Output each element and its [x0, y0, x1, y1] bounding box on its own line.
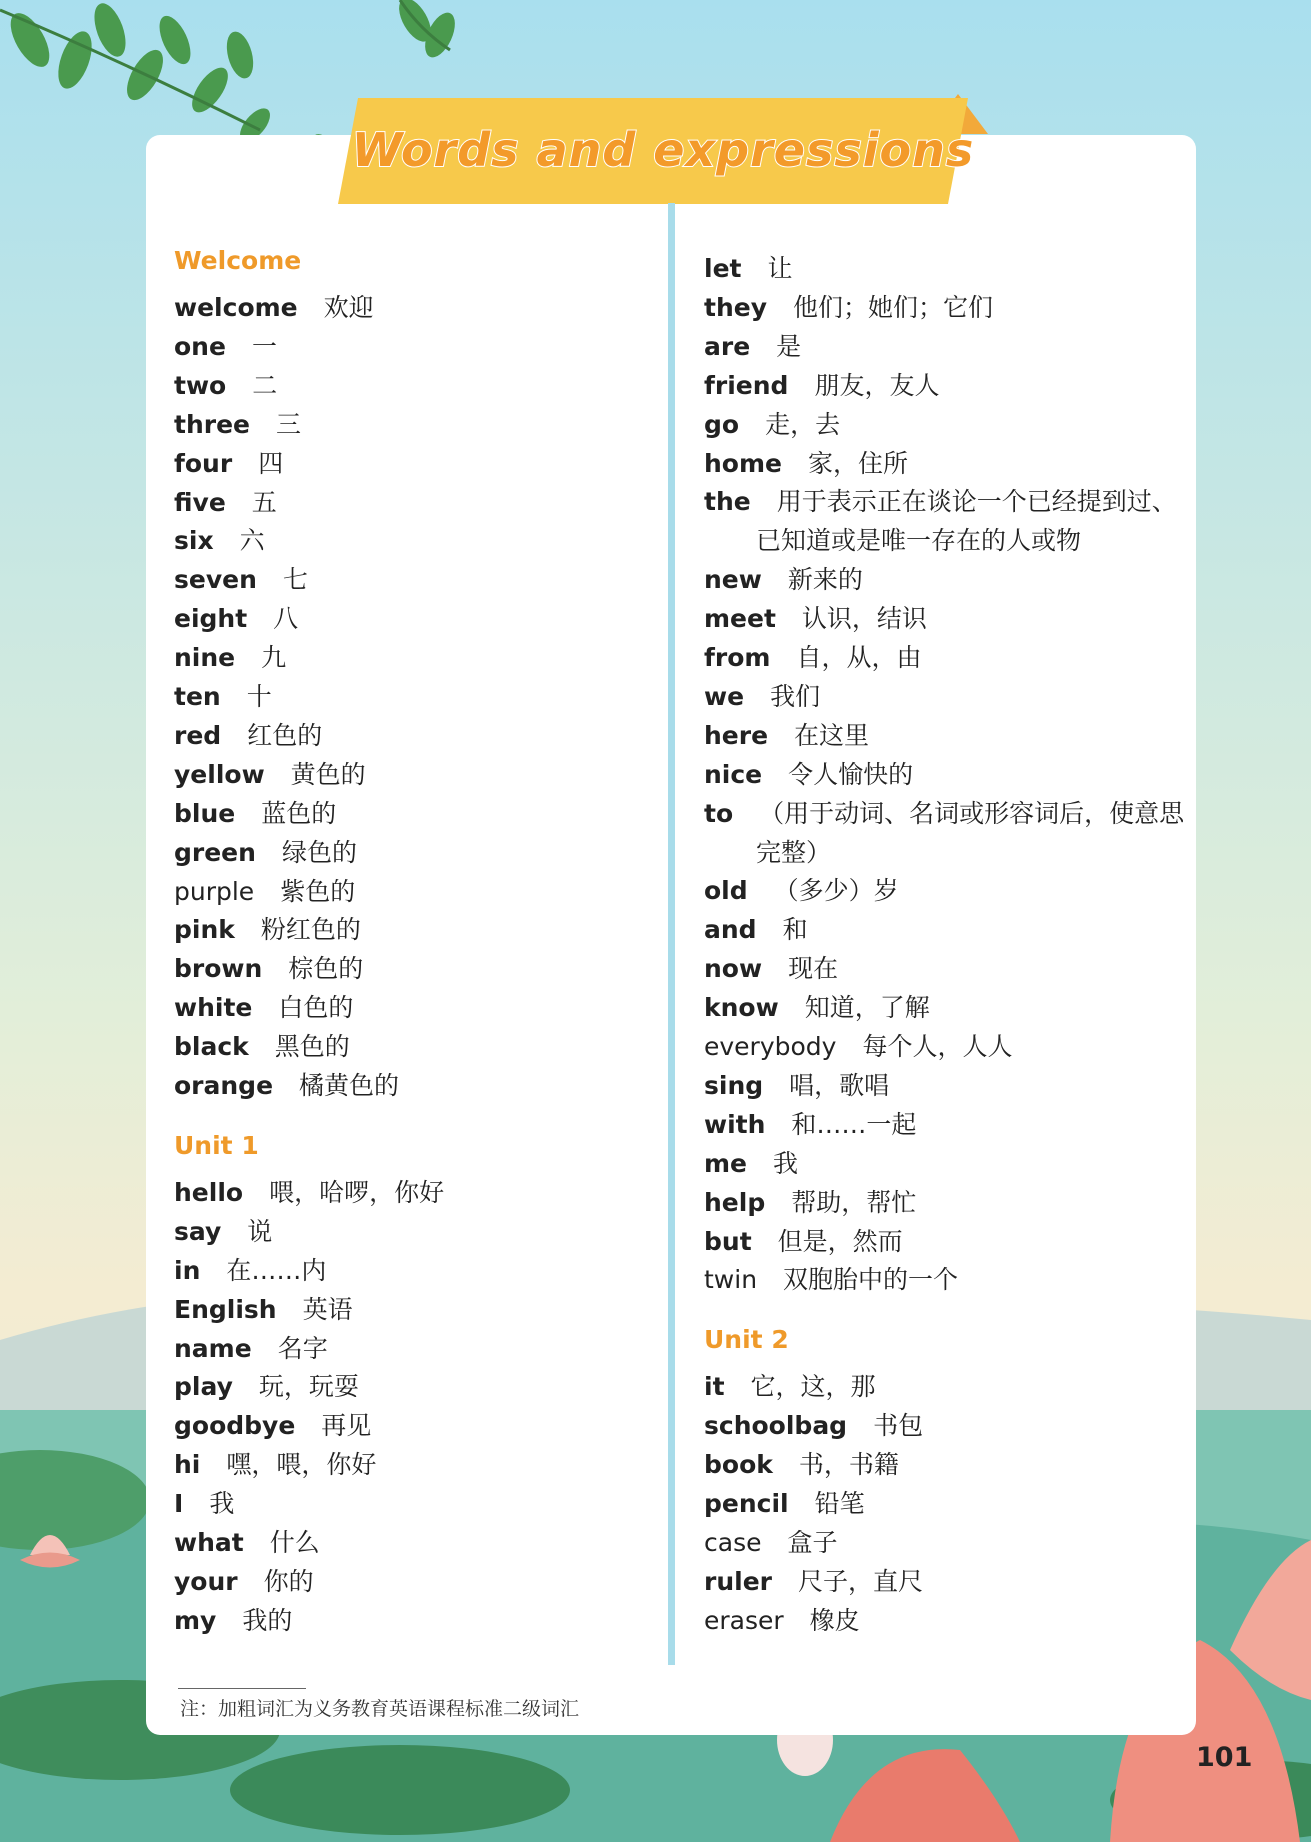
vocab-word: six — [174, 526, 214, 556]
vocab-entry — [174, 288, 374, 327]
vocab-word: twin — [704, 1265, 758, 1295]
vocab-word: eraser — [704, 1605, 784, 1635]
vocab-entry — [704, 1445, 899, 1484]
vocab-meaning: 紫色的 — [280, 876, 356, 906]
vocab-entry — [174, 1329, 328, 1368]
vocab-meaning: 我 — [209, 1489, 235, 1519]
vocab-word: me — [704, 1148, 748, 1178]
vocab-word: sing — [704, 1070, 764, 1100]
vocab-meaning: 走，去 — [765, 409, 841, 439]
vocab-entry — [704, 1601, 860, 1640]
vocab-meaning: 是 — [776, 331, 802, 361]
vocab-entry — [704, 249, 793, 288]
vocab-word: know — [704, 993, 779, 1023]
vocab-word: pencil — [704, 1489, 789, 1518]
vocab-meaning: 但是，然而 — [777, 1226, 903, 1256]
vocab-word: in — [174, 1255, 201, 1285]
vocab-word: blue — [174, 798, 236, 828]
vocab-entry — [704, 1105, 916, 1144]
page-number: 101 — [1196, 1742, 1253, 1773]
vocab-word: but — [704, 1226, 752, 1256]
vocab-word: white — [174, 993, 253, 1023]
vocab-entry — [704, 1144, 798, 1183]
vocab-meaning: 六 — [239, 526, 265, 556]
vocab-word: book — [704, 1450, 773, 1480]
vocab-meaning-continued: 完整） — [756, 837, 832, 867]
vocab-meaning-continued: 已知道或是唯一存在的人或物 — [756, 526, 1082, 556]
vocab-word: help — [704, 1187, 766, 1217]
vocab-word: new — [704, 565, 762, 595]
vocab-meaning: 自，从，由 — [796, 643, 922, 672]
vocab-entry — [704, 482, 1177, 521]
vocab-meaning: 八 — [273, 604, 299, 634]
vocab-meaning: 我的 — [242, 1605, 293, 1635]
vocab-meaning: 九 — [261, 643, 287, 673]
vocab-meaning: 令人愉快的 — [788, 759, 914, 789]
vocab-entry — [174, 1212, 272, 1251]
vocab-meaning: 你的 — [263, 1566, 314, 1596]
vocab-word: eight — [174, 604, 248, 634]
vocab-word: they — [704, 292, 768, 322]
vocab-meaning: 知道，了解 — [804, 993, 930, 1023]
vocab-word: case — [704, 1527, 762, 1557]
vocab-entry — [704, 716, 869, 755]
vocab-meaning: 再见 — [321, 1411, 372, 1441]
vocab-word: hi — [174, 1450, 201, 1480]
vocab-word: two — [174, 370, 227, 400]
vocab-word: meet — [704, 604, 776, 634]
vocab-entry — [704, 794, 1184, 833]
vocab-entry — [174, 910, 361, 949]
vocab-word: from — [704, 643, 771, 672]
vocab-meaning: 盒子 — [787, 1527, 838, 1557]
vocab-meaning: 名字 — [277, 1333, 328, 1363]
vocab-entry — [704, 1484, 865, 1523]
vocab-meaning: 三 — [276, 409, 302, 439]
vocab-meaning: 英语 — [302, 1294, 353, 1324]
vocab-entry — [174, 1562, 314, 1601]
vocab-entry — [174, 1484, 234, 1523]
vocab-entry — [704, 677, 820, 716]
vocab-entry — [704, 755, 913, 794]
vocab-meaning: 蓝色的 — [261, 798, 337, 828]
vocab-entry — [174, 366, 277, 405]
vocab-word: with — [704, 1109, 766, 1139]
vocab-entry — [174, 1173, 444, 1212]
vocab-word: what — [174, 1528, 244, 1557]
vocab-word: three — [174, 409, 250, 439]
vocab-word: play — [174, 1372, 233, 1402]
vocab-meaning: 欢迎 — [323, 293, 374, 322]
vocab-meaning: 尺子，直尺 — [797, 1566, 923, 1596]
vocab-entry — [704, 871, 899, 910]
vocab-word: brown — [174, 954, 263, 984]
vocab-meaning: 什么 — [269, 1528, 320, 1557]
vocab-entry — [704, 405, 840, 444]
vocab-entry — [174, 521, 265, 560]
vocab-meaning: 用于表示正在谈论一个已经提到过、 — [776, 487, 1177, 517]
vocab-word: to — [704, 798, 734, 828]
vocab-word: my — [174, 1605, 217, 1635]
vocab-entry — [704, 327, 801, 366]
vocab-word: goodbye — [174, 1411, 296, 1441]
vocab-word: red — [174, 720, 222, 750]
vocab-meaning: 它，这，那 — [750, 1372, 876, 1402]
vocab-meaning: 唱，歌唱 — [789, 1070, 890, 1100]
vocab-word: purple — [174, 876, 255, 906]
vocab-word: pink — [174, 915, 235, 945]
vocab-entry — [174, 872, 355, 911]
vocab-meaning: 让 — [767, 254, 793, 283]
vocab-entry — [704, 444, 908, 483]
vocab-word: hello — [174, 1177, 244, 1207]
vocab-meaning: 四 — [258, 448, 284, 478]
vocab-entry — [174, 599, 298, 638]
vocab-entry — [174, 1367, 359, 1406]
vocab-entry — [174, 833, 357, 872]
vocab-entry — [174, 560, 308, 599]
vocab-entry — [174, 1027, 350, 1066]
vocab-word: your — [174, 1566, 238, 1596]
vocab-entry — [174, 1066, 399, 1105]
vocab-word: welcome — [174, 293, 298, 322]
vocab-meaning: 黄色的 — [290, 759, 366, 789]
vocab-word: five — [174, 487, 226, 517]
vocab-meaning: 帮助，帮忙 — [791, 1187, 917, 1217]
vocab-meaning: 橡皮 — [809, 1605, 860, 1635]
vocab-entry — [704, 1406, 923, 1445]
vocab-word: it — [704, 1372, 725, 1402]
vocab-meaning: 五 — [251, 487, 277, 517]
vocab-word: ruler — [704, 1566, 772, 1596]
vocab-word: black — [174, 1032, 249, 1062]
vocab-word: four — [174, 448, 233, 478]
vocab-entry — [704, 1027, 1012, 1066]
vocab-word: the — [704, 487, 751, 517]
vocab-word: let — [704, 254, 742, 283]
vocab-meaning: 现在 — [788, 954, 839, 984]
vocab-entry — [174, 483, 277, 522]
vocab-word: are — [704, 331, 751, 361]
vocab-entry — [704, 366, 939, 405]
vocab-word: seven — [174, 565, 257, 595]
vocab-entry — [704, 599, 927, 638]
vocab-meaning: （多少）岁 — [773, 876, 899, 906]
vocab-word: friend — [704, 370, 789, 400]
vocab-meaning: 认识，结识 — [801, 604, 927, 634]
vocab-word: home — [704, 448, 782, 478]
vocab-entry — [704, 1562, 923, 1601]
vocab-word: green — [174, 837, 256, 867]
vocab-meaning: 绿色的 — [281, 837, 357, 867]
vocab-meaning: 白色的 — [278, 993, 354, 1023]
vocab-meaning: 新来的 — [787, 565, 863, 595]
vocab-meaning: 双胞胎中的一个 — [783, 1265, 959, 1295]
vocab-word: old — [704, 876, 748, 906]
vocab-meaning: 喂，哈啰，你好 — [269, 1177, 445, 1207]
vocab-meaning: 一 — [251, 331, 277, 361]
vocab-meaning: 橘黄色的 — [299, 1071, 400, 1100]
vocab-meaning: 和 — [782, 915, 808, 945]
vocab-meaning: 他们；她们；它们 — [793, 292, 994, 322]
vocab-word: now — [704, 954, 763, 984]
vocab-word: nice — [704, 759, 763, 789]
vocab-entry — [704, 638, 921, 677]
vocab-entry — [704, 288, 993, 327]
vocab-meaning: 粉红色的 — [260, 915, 361, 945]
vocab-meaning: 朋友，友人 — [814, 370, 940, 400]
vocab-meaning: 嘿，喂，你好 — [226, 1450, 377, 1480]
vocab-entry — [174, 1290, 353, 1329]
vocab-entry — [174, 949, 363, 988]
vocab-entry — [174, 1445, 376, 1484]
vocab-meaning: 每个人，人人 — [862, 1032, 1013, 1061]
vocab-entry — [704, 1523, 838, 1562]
vocab-entry — [174, 716, 322, 755]
vocab-entry — [704, 910, 808, 949]
vocab-word: yellow — [174, 759, 265, 789]
vocab-word: I — [174, 1489, 184, 1519]
vocab-entry — [704, 1260, 958, 1299]
vocab-entry — [174, 755, 366, 794]
vocab-word: schoolbag — [704, 1411, 848, 1441]
vocab-meaning: 家，住所 — [807, 448, 908, 478]
vocab-word: English — [174, 1294, 277, 1324]
footnote: 注：加粗词汇为义务教育英语课程标准二级词汇 — [180, 1698, 580, 1720]
vocab-entry — [174, 1406, 371, 1445]
vocab-entry — [174, 794, 336, 833]
vocab-meaning: 和……一起 — [791, 1109, 917, 1139]
vocab-meaning: 书包 — [873, 1411, 924, 1441]
vocab-entry — [174, 988, 353, 1027]
vocab-entry — [704, 1183, 916, 1222]
vocab-meaning: 我 — [773, 1148, 799, 1178]
vocab-entry — [704, 1066, 889, 1105]
vocab-word: nine — [174, 643, 236, 673]
vocab-entry — [174, 677, 272, 716]
vocab-entry — [174, 1251, 326, 1290]
vocab-entry — [704, 560, 863, 599]
vocab-word: here — [704, 720, 769, 750]
column-divider — [668, 203, 675, 1665]
vocab-word: orange — [174, 1071, 274, 1100]
vocab-meaning: 十 — [246, 682, 272, 711]
vocab-word: and — [704, 915, 757, 945]
footnote-rule — [178, 1688, 306, 1689]
vocab-entry — [174, 327, 277, 366]
vocab-entry — [704, 1222, 903, 1261]
vocab-meaning: 铅笔 — [814, 1489, 865, 1518]
vocab-meaning: 我们 — [770, 681, 821, 711]
vocab-meaning: 棕色的 — [288, 954, 364, 984]
vocab-entry — [704, 1367, 876, 1406]
vocab-word: say — [174, 1216, 222, 1246]
vocab-word: ten — [174, 682, 221, 711]
vocab-entry — [704, 949, 838, 988]
vocab-entry — [174, 1601, 292, 1640]
vocab-meaning: 书，书籍 — [798, 1450, 899, 1480]
page-title: Words and expressions — [351, 123, 975, 177]
vocab-word: name — [174, 1333, 252, 1363]
vocab-meaning: 红色的 — [247, 720, 323, 750]
vocab-entry — [174, 444, 283, 483]
section-heading: Unit 1 — [174, 1130, 259, 1160]
vocab-word: one — [174, 331, 226, 361]
vocab-meaning: （用于动词、名词或形容词后，使意思 — [759, 798, 1185, 828]
vocab-meaning: 玩，玩耍 — [258, 1372, 359, 1402]
vocab-entry — [174, 638, 286, 677]
vocab-meaning: 在……内 — [226, 1255, 327, 1285]
vocab-meaning: 七 — [282, 565, 308, 595]
vocab-meaning: 黑色的 — [274, 1032, 350, 1062]
section-heading: Unit 2 — [704, 1325, 789, 1355]
vocab-meaning: 说 — [247, 1216, 273, 1246]
vocab-word: we — [704, 681, 745, 711]
vocab-entry — [174, 1523, 320, 1562]
vocab-meaning: 二 — [252, 370, 278, 400]
vocab-word: go — [704, 409, 740, 439]
vocab-entry — [704, 988, 930, 1027]
section-heading: Welcome — [174, 246, 302, 275]
vocab-word: everybody — [704, 1032, 837, 1061]
vocab-entry — [174, 405, 301, 444]
vocab-meaning: 在这里 — [794, 720, 870, 750]
